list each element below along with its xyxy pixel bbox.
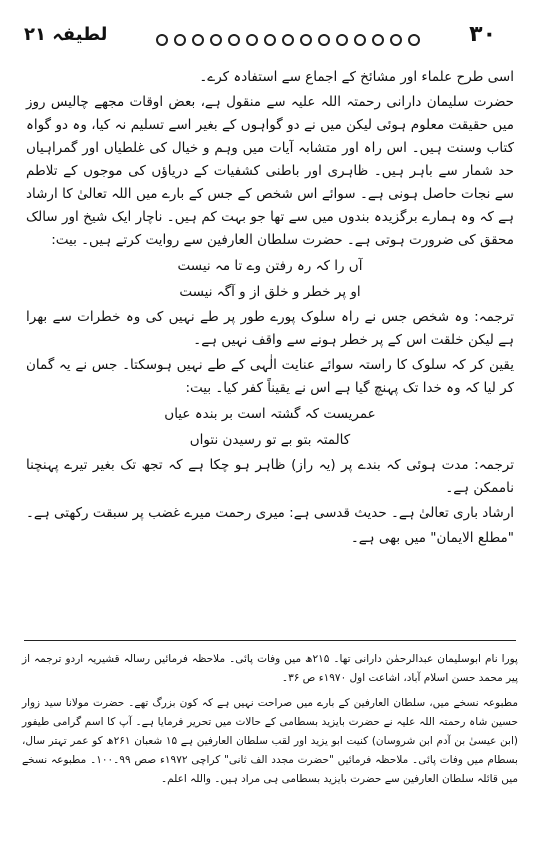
paragraph: "مطلع الایمان" میں بھی ہے۔ (350, 530, 514, 546)
main-text (26, 66, 514, 552)
footnote: پورا نام ابوسلیمان عبدالرحمٰن دارانی تھا۔ ۲۱۵ھ میں وفات پائی۔ ملاحظہ فرمائیں رسالہ قشیریہ اردو ترجمہ از پیر محمد حسن اسلام آباد، اشاعت اول ۱۹۷۰ء ص ۳۶۔ (22, 653, 518, 684)
page-header (14, 22, 526, 56)
footnotes (22, 650, 518, 795)
header-ornament (154, 32, 424, 48)
paragraph: یقین کر کہ سلوک کا راستہ سوائے عنایت الٰہی کے طے نہیں ہوسکتا۔ جس نے یہ گمان کر لیا کہ وہ خدا تک پہنچ گیا ہے اس نے یقیناً کفر کیا۔ بیت: (26, 357, 514, 396)
page-number: ۳۰ (469, 22, 496, 47)
chapter-title: لطیفہ ۲۱ (24, 24, 108, 45)
footnote-divider (24, 640, 516, 641)
verse-line: او پر خطر و خلق از و آگہ نیست (179, 284, 361, 300)
verse-line: آں را کہ رہ رفتن وے تا مہ نیست (177, 258, 363, 274)
paragraph: ارشاد باری تعالیٰ ہے۔ حدیث قدسی ہے: میری رحمت میرے غضب پر سبقت رکھتی ہے۔ (26, 505, 514, 521)
verse-line: عمریست کہ گشتہ است بر بندہ عیاں (164, 406, 376, 422)
translation: ترجمہ: وہ شخص جس نے راہ سلوک پورے طور پر طے نہیں کی وہ خطرات سے بھرا ہے لیکن خلقت اس کے پر خطر ہونے سے واقف نہیں ہے۔ (26, 309, 514, 348)
paragraph: اسی طرح علماء اور مشائخ کے اجماع سے استفادہ کرے۔ (199, 69, 514, 85)
translation: ترجمہ: مدت ہوئی کہ بندے پر (یہ راز) ظاہر ہو چکا ہے کہ تجھ تک بغیر تیرے پہنچنا ناممکن ہے۔ (26, 457, 514, 496)
verse-line: کالمتہ بتو بے تو رسیدن نتواں (189, 432, 351, 448)
footnote: مطبوعہ نسخے میں، سلطان العارفین کے بارے میں صراحت نہیں ہے کہ کون بزرگ تھے۔ حضرت مولانا سید زوار حسین شاہ رحمتہ اللہ علیہ نے حضرت بایزید بسطامی کے حالات میں تحریر فرمایا ہے۔ آپ کا اسم گرامی طیفور (ابن عیسیٰ بن آدم ابن شروسان) کنیت ابو یزید اور لقب سلطان العارفین ہے ۱۵ شعبان ۲۶۱ھ کو عمر تہتر سال، بسطام میں وفات پائی۔ ملاحظہ فرمائیں "حضرت مجدد الف ثانی" کراچی ۱۹۷۲ء صص ۹۹۔۱۰۰۔ مطبوعہ نسخے میں قائلہ سلطان العارفین سے حضرت بایزید بسطامی ہی مراد ہیں۔ واللہ اعلم۔ (22, 697, 518, 785)
paragraph: حضرت سلیمان دارانی رحمتہ اللہ علیہ سے منقول ہے، بعض اوقات مجھے چالیس روز میں حقیقت معلوم ہوئی لیکن میں نے دو گواہوں کے بغیر اسے تسلیم نہ کیا، وہ دو گواہ کتاب وسنت ہیں۔ اس راہ اور متشابہ آیات میں وہم و خیال کی غلطیاں اور گمراہیاں حد شمار سے باہر ہیں۔ ظاہری اور باطنی کشفیات کے دریاؤں کی موجوں کے تلاطم سے نجات حاصل ہونی ہے۔ سوائے اس شخص کے جس کے بارے میں اللہ تعالیٰ کا ارشاد ہے کہ وہ ہمارے برگزیدہ بندوں میں سے تھا جو بہت کم ہیں۔ ناچار ایک شیخ اور سالک محقق کی ضرورت ہوتی ہے۔ حضرت سلطان العارفین سے روایت کرتے ہیں۔ بیت: (26, 94, 514, 248)
